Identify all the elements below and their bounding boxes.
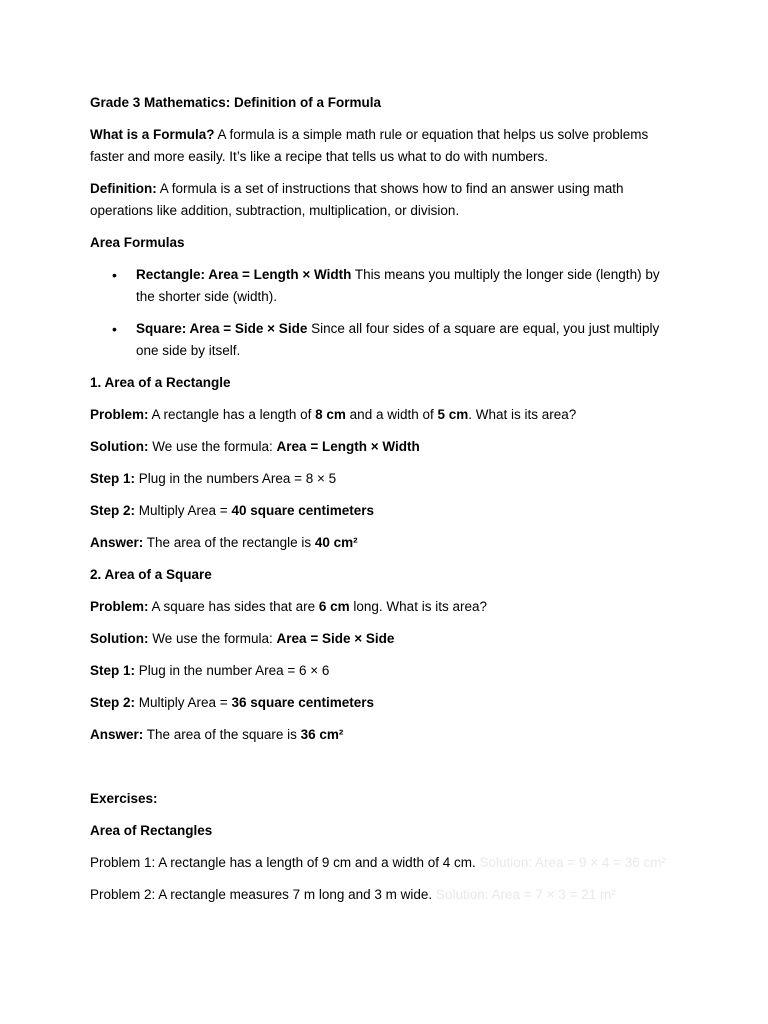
square-problem-text-a: A square has sides that are xyxy=(148,599,319,614)
rectangle-step-2-result: 40 square centimeters xyxy=(231,503,375,518)
intro-text: A formula is a simple math rule or equation that helps us solve problems faster and more easily. It’s like a recipe that tells us what to do with numbers. xyxy=(90,127,649,164)
square-solution-text: We use the formula: xyxy=(148,631,277,646)
area-formulas-list xyxy=(90,264,680,362)
square-step-2 xyxy=(90,692,680,714)
list-item-rectangle-formula xyxy=(90,264,680,308)
square-answer xyxy=(90,724,680,746)
square-problem-label: Problem: xyxy=(90,599,149,614)
rectangle-solution xyxy=(90,436,680,458)
blank-line xyxy=(90,756,680,788)
square-step-2-label: Step 2: xyxy=(90,695,136,710)
rectangle-solution-formula: Area = Length × Width xyxy=(276,439,420,454)
rectangle-width-value: 5 cm xyxy=(437,407,469,422)
rectangle-length-value: 8 cm xyxy=(315,407,346,422)
rectangle-formula-text: This means you multiply the longer side (length) by the shorter side (width). xyxy=(136,267,660,304)
definition-label: Definition: xyxy=(90,181,157,196)
area-formulas-heading: Area Formulas xyxy=(90,235,185,250)
square-solution-label: Solution: xyxy=(90,631,149,646)
rectangle-problem-text-e: . What is its area? xyxy=(468,407,577,422)
exercise-problem-2-hidden-solution: Solution: Area = 7 × 3 = 21 m² xyxy=(435,887,616,902)
square-formula-text: Since all four sides of a square are equal, you just multiply one side by itself. xyxy=(136,321,660,358)
square-step-1 xyxy=(90,660,680,682)
rectangle-problem xyxy=(90,404,680,426)
intro-label: What is a Formula? xyxy=(90,127,215,142)
exercises-subheading: Area of Rectangles xyxy=(90,823,213,838)
rectangle-step-2 xyxy=(90,500,680,522)
rectangle-problem-text-c: and a width of xyxy=(345,407,438,422)
rectangle-answer-value: 40 cm² xyxy=(314,535,358,550)
square-step-1-text: Plug in the number Area = 6 × 6 xyxy=(135,663,330,678)
list-item-square-formula xyxy=(90,318,680,362)
square-answer-value: 36 cm² xyxy=(300,727,344,742)
rectangle-solution-text: We use the formula: xyxy=(148,439,277,454)
exercise-problem-1 xyxy=(90,852,680,874)
rectangle-step-2-label: Step 2: xyxy=(90,503,136,518)
rectangle-step-1-label: Step 1: xyxy=(90,471,136,486)
rectangle-problem-label: Problem: xyxy=(90,407,149,422)
rectangle-solution-label: Solution: xyxy=(90,439,149,454)
exercise-problem-1-hidden-solution: Solution: Area = 9 × 4 = 36 cm² xyxy=(479,855,666,870)
exercise-problem-1-text: Problem 1: A rectangle has a length of 9 cm and a width of 4 cm. xyxy=(90,855,476,870)
square-answer-label: Answer: xyxy=(90,727,144,742)
intro-paragraph xyxy=(90,124,680,168)
square-side-value: 6 cm xyxy=(318,599,350,614)
rectangle-answer xyxy=(90,532,680,554)
rectangle-step-1 xyxy=(90,468,680,490)
exercise-problem-2 xyxy=(90,884,680,906)
rectangle-answer-text: The area of the rectangle is xyxy=(143,535,315,550)
square-solution xyxy=(90,628,680,650)
rectangle-step-2-text: Multiply Area = xyxy=(135,503,232,518)
square-problem xyxy=(90,596,680,618)
square-answer-text: The area of the square is xyxy=(143,727,301,742)
square-formula-label: Square: Area = Side × Side xyxy=(136,321,308,336)
square-problem-text-c: long. What is its area? xyxy=(349,599,487,614)
definition-text: A formula is a set of instructions that shows how to find an answer using math operations like addition, subtraction, multiplication, or division. xyxy=(90,181,624,218)
definition-paragraph xyxy=(90,178,680,222)
rectangle-problem-text-a: A rectangle has a length of xyxy=(148,407,316,422)
square-example-heading: 2. Area of a Square xyxy=(90,567,212,582)
square-step-2-result: 36 square centimeters xyxy=(231,695,375,710)
document-title: Grade 3 Mathematics: Definition of a Formula xyxy=(90,95,382,110)
exercises-heading: Exercises: xyxy=(90,791,158,806)
exercise-problem-2-text: Problem 2: A rectangle measures 7 m long and 3 m wide. xyxy=(90,887,433,902)
rectangle-step-1-text: Plug in the numbers Area = 8 × 5 xyxy=(135,471,337,486)
document-page xyxy=(90,92,680,916)
square-step-1-label: Step 1: xyxy=(90,663,136,678)
rectangle-example-heading: 1. Area of a Rectangle xyxy=(90,375,231,390)
square-step-2-text: Multiply Area = xyxy=(135,695,232,710)
rectangle-answer-label: Answer: xyxy=(90,535,144,550)
rectangle-formula-label: Rectangle: Area = Length × Width xyxy=(136,267,352,282)
square-solution-formula: Area = Side × Side xyxy=(276,631,395,646)
